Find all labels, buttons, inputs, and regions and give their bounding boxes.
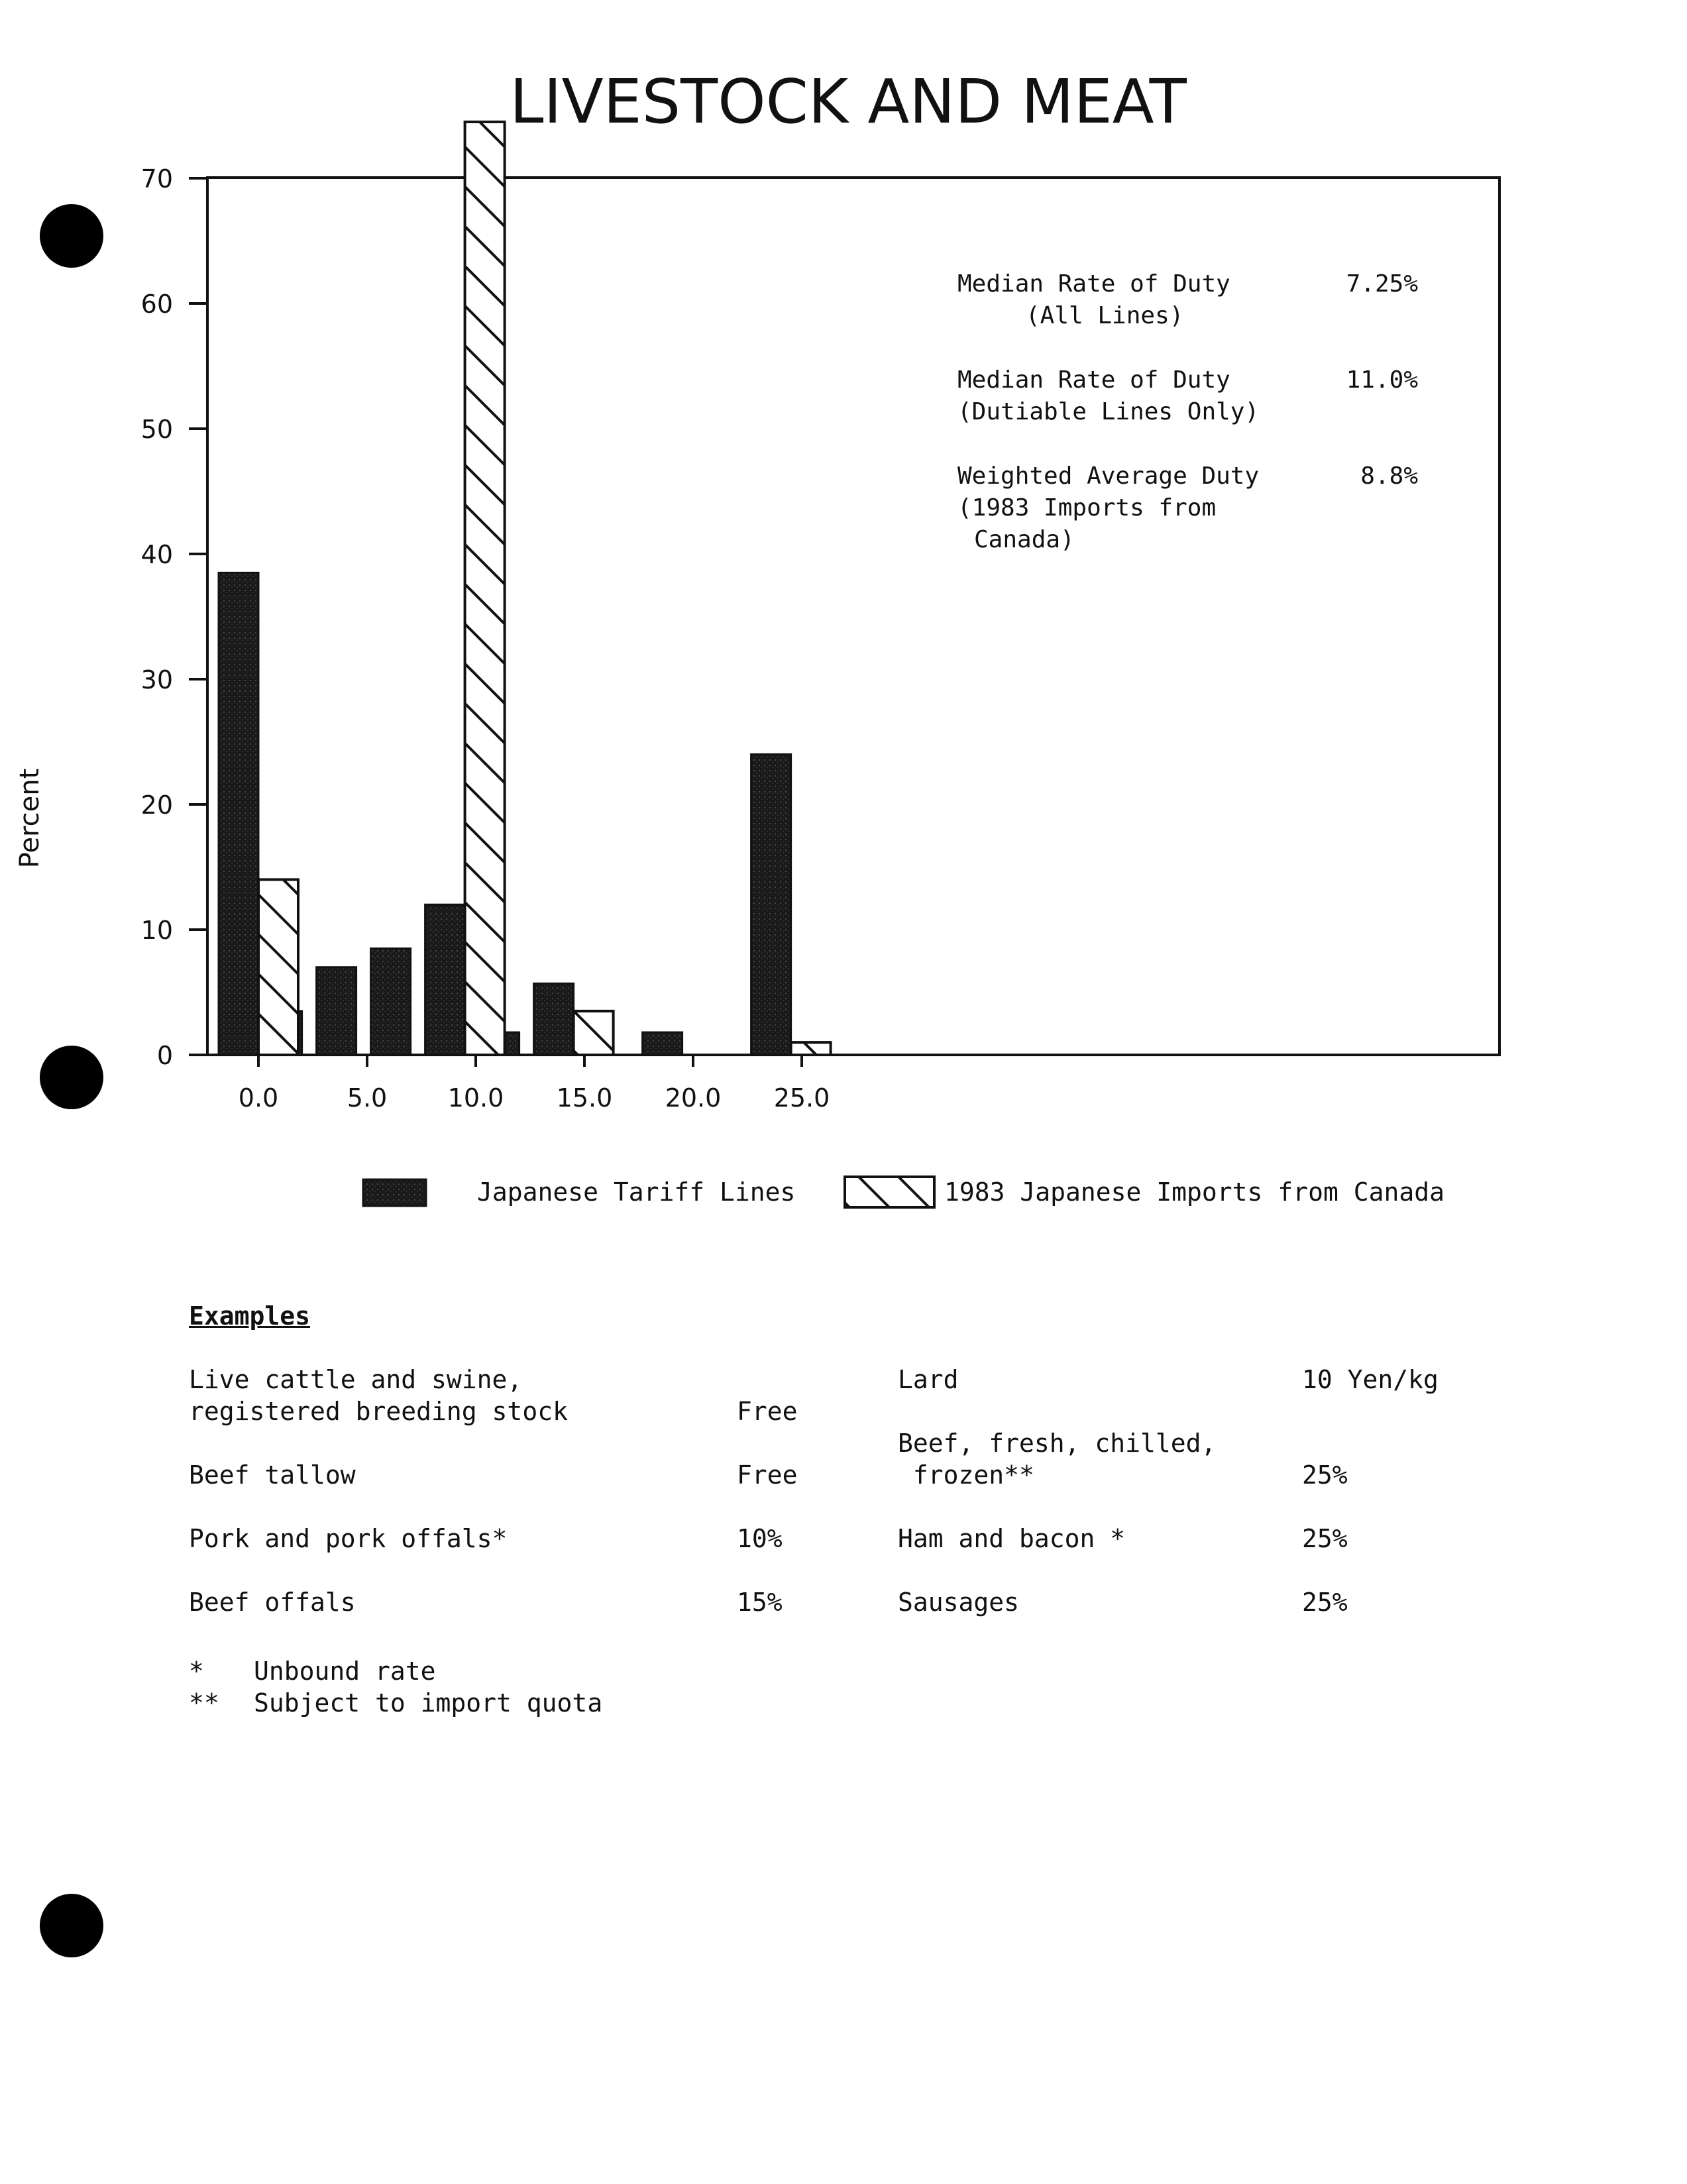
y-tick-label: 70 (140, 164, 173, 193)
annotation-value: 7.25% (1346, 270, 1418, 298)
example-right-4-rate: 25% (1302, 1588, 1348, 1617)
example-right-2-rate: 25% (1302, 1460, 1348, 1490)
example-left-3-rate: 10% (737, 1524, 783, 1553)
x-tick-label: 20.0 (665, 1083, 722, 1113)
chart-legend (363, 1177, 1444, 1207)
y-tick-label: 30 (140, 665, 173, 694)
plot-frame (207, 178, 1499, 1055)
footnote-1-text: Unbound rate (254, 1657, 436, 1686)
bar-tariff-lines (534, 983, 574, 1055)
example-right-4-line1: Sausages (898, 1588, 1020, 1617)
example-right-2-line1: Beef, fresh, chilled, (898, 1429, 1217, 1458)
footnote-1-mark: * (189, 1657, 204, 1686)
annotation-value: 11.0% (1346, 366, 1418, 394)
y-axis-label: Percent (15, 768, 45, 869)
bar-tariff-lines (751, 754, 791, 1055)
x-tick-label: 5.0 (347, 1083, 388, 1113)
example-left-1-line2: registered breeding stock (189, 1397, 568, 1426)
annotation-label: Weighted Average Duty (957, 463, 1260, 490)
legend-swatch-imports-canada (845, 1177, 934, 1207)
annotation-sub: (1983 Imports from (957, 494, 1217, 521)
example-left-4-line1: Beef offals (189, 1588, 356, 1617)
legend-label-imports-canada: 1983 Japanese Imports from Canada (944, 1177, 1444, 1207)
y-tick-label: 50 (140, 415, 173, 444)
example-right-1-rate: 10 Yen/kg (1302, 1365, 1439, 1394)
annotation-sub: (Dutiable Lines Only) (957, 398, 1260, 425)
bar-tariff-lines (643, 1032, 682, 1055)
example-left-4-rate: 15% (737, 1588, 783, 1617)
example-right-3-rate: 25% (1302, 1524, 1348, 1553)
x-tick-label: 0.0 (238, 1083, 279, 1113)
y-tick-label: 0 (156, 1041, 173, 1070)
annotation-label: Median Rate of Duty (957, 366, 1230, 394)
bar-imports-canada (258, 879, 298, 1055)
bar-imports-canada (465, 122, 505, 1055)
legend-label-tariff-lines: Japanese Tariff Lines (477, 1177, 796, 1207)
bar-imports-canada (574, 1011, 614, 1055)
y-tick-label: 20 (140, 791, 173, 820)
example-right-2-line2: frozen** (898, 1460, 1034, 1490)
bar-tariff-lines (317, 967, 356, 1055)
bar-tariff-lines (371, 948, 411, 1055)
footnote-2-text: Subject to import quota (254, 1688, 603, 1718)
footnote-2-mark: ** (189, 1688, 219, 1718)
y-tick-label: 10 (140, 916, 173, 945)
y-tick-label: 40 (140, 540, 173, 569)
y-tick-label: 60 (140, 290, 173, 319)
example-left-1-rate: Free (737, 1397, 798, 1426)
bar-tariff-lines (219, 573, 258, 1055)
example-left-3-line1: Pork and pork offals* (189, 1524, 508, 1553)
legend-swatch-tariff-lines (363, 1179, 426, 1206)
chart-title: LIVESTOCK AND MEAT (510, 66, 1187, 137)
annotation-value: 8.8% (1360, 463, 1418, 490)
bar-imports-canada (791, 1042, 831, 1055)
annotation-sub: (All Lines) (1026, 302, 1184, 329)
x-tick-label: 15.0 (556, 1083, 613, 1113)
example-left-2-line1: Beef tallow (189, 1460, 356, 1490)
y-axis (141, 164, 207, 1070)
x-tick-label: 10.0 (447, 1083, 504, 1113)
binder-hole-bottom (40, 1894, 103, 1957)
bar-group (219, 122, 831, 1055)
example-right-1-line1: Lard (898, 1365, 959, 1394)
x-tick-label: 25.0 (773, 1083, 830, 1113)
annotation-sub2: Canada) (974, 526, 1075, 553)
bar-tariff-lines (425, 904, 465, 1055)
example-left-1-line1: Live cattle and swine, (189, 1365, 523, 1394)
examples-heading: Examples (189, 1301, 311, 1331)
x-axis (239, 1055, 830, 1113)
example-right-3-line1: Ham and bacon * (898, 1524, 1126, 1553)
duty-annotations (957, 270, 1418, 553)
annotation-label: Median Rate of Duty (957, 270, 1230, 298)
example-left-2-rate: Free (737, 1460, 798, 1490)
